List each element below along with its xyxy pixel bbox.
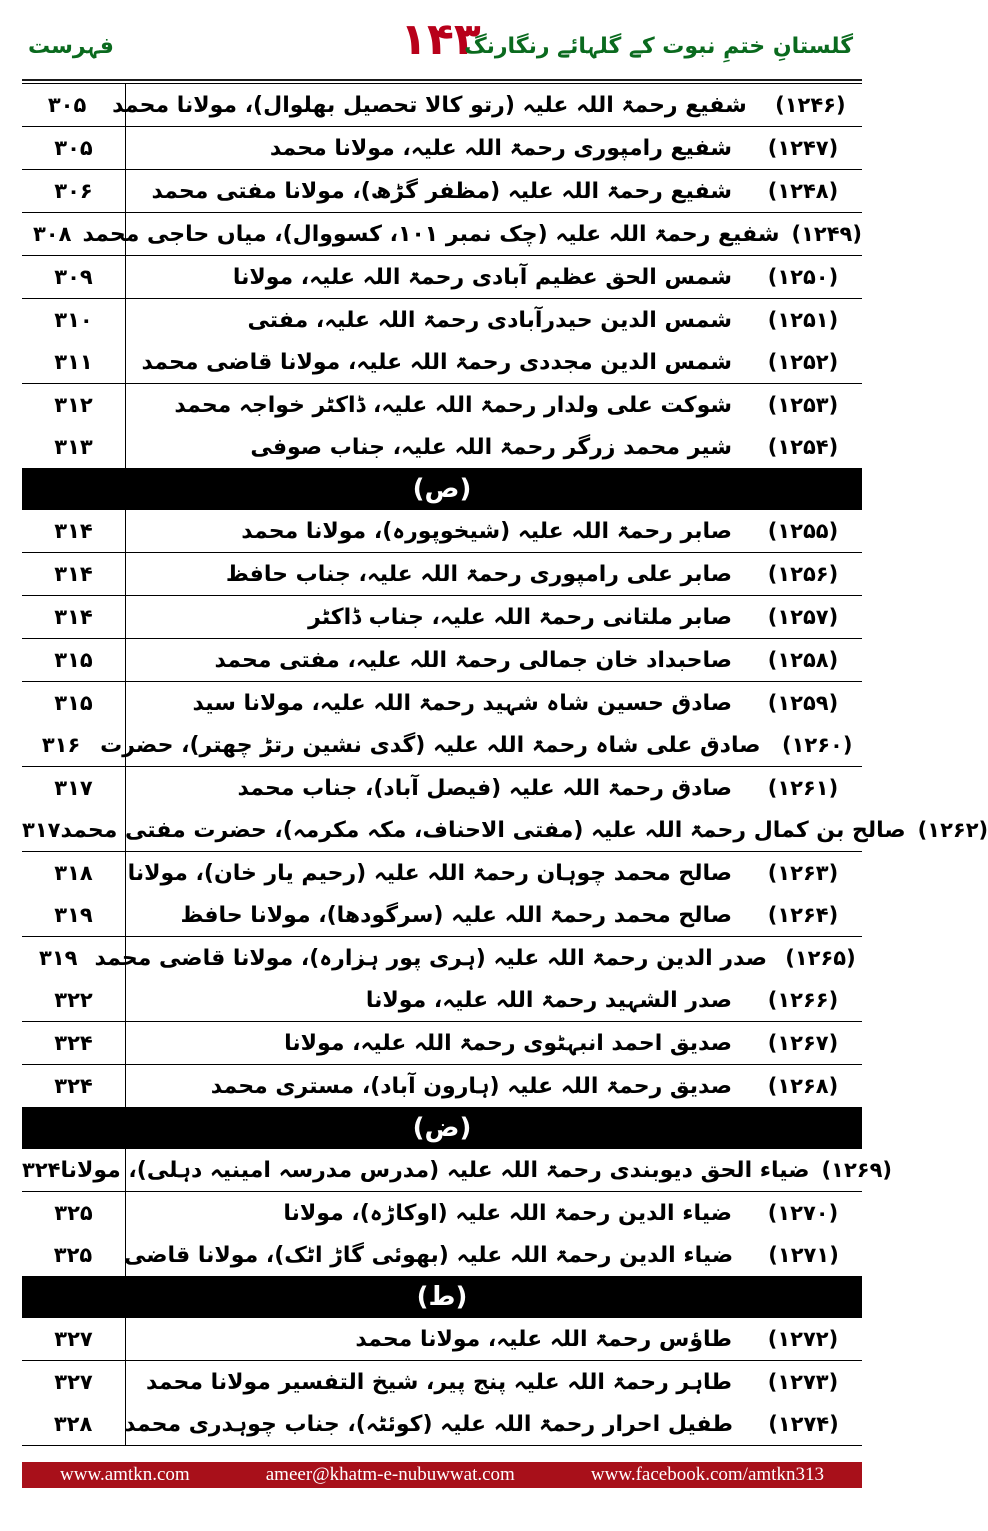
- entry-group: [22, 83, 862, 127]
- entry-serial-number: (۱۲۵۸): [767, 648, 839, 672]
- entry-serial-number: (۱۲۶۴): [767, 903, 839, 927]
- entry-name: ضیاء الدین رحمۃ اللہ علیہ (بھوئی گاڑ اٹک)، مولانا قاضی: [124, 1242, 734, 1268]
- table-row[interactable]: [22, 979, 862, 1021]
- entry-name: صدر الدین رحمۃ اللہ علیہ (ہری پور ہزارہ)، مولانا قاضی محمد: [94, 945, 767, 971]
- entry-name: ضیاء الدین رحمۃ اللہ علیہ (اوکاڑہ)، مولانا: [283, 1200, 732, 1226]
- entry-group: [22, 936, 862, 1022]
- footer-email-link[interactable]: ameer@khatm-e-nubuwwat.com: [265, 1464, 515, 1485]
- table-row[interactable]: [22, 84, 862, 126]
- entry-name: صادق حسین شاہ شہید رحمۃ اللہ علیہ، مولانا سید: [192, 690, 732, 716]
- entry-name: شمس الحق عظیم آبادی رحمۃ اللہ علیہ، مولانا: [232, 264, 732, 290]
- entry-name: شوکت علی ولدار رحمۃ اللہ علیہ، ڈاکٹر خواجہ محمد: [174, 392, 732, 418]
- entry-group: [22, 255, 862, 299]
- table-row[interactable]: [22, 299, 862, 341]
- letter-section-header: [22, 468, 862, 510]
- entry-page-number: ۳۲۸: [53, 1412, 93, 1436]
- entry-serial-number: (۱۲۴۹): [791, 222, 862, 246]
- table-row[interactable]: [22, 894, 862, 936]
- footer-facebook-link[interactable]: www.facebook.com/amtkn313: [590, 1464, 824, 1485]
- entry-name: صالح محمد رحمۃ اللہ علیہ (سرگودھا)، مولانا حافظ: [180, 902, 732, 928]
- table-row[interactable]: [22, 1403, 862, 1445]
- entry-serial-number: (۱۲۶۰): [782, 733, 853, 757]
- entry-page-number: ۳۱۴: [54, 519, 93, 543]
- entry-group: [22, 595, 862, 639]
- table-row[interactable]: [22, 809, 988, 851]
- entry-group: [22, 681, 862, 767]
- entry-page-number: ۳۱۷: [22, 818, 61, 842]
- entry-page-number: ۳۲۴: [54, 1074, 93, 1098]
- page-header: [0, 0, 881, 80]
- entry-serial-number: (۱۲۵۰): [767, 265, 839, 289]
- table-row[interactable]: [22, 553, 862, 595]
- entry-page-number: ۳۱۰: [54, 308, 93, 332]
- entry-name: صادق رحمۃ اللہ علیہ (فیصل آباد)، جناب محمد: [237, 775, 732, 801]
- table-row[interactable]: [22, 426, 862, 468]
- entry-name: طفیل احرار رحمۃ اللہ علیہ (کوئٹہ)، جناب چوہدری محمد: [124, 1411, 733, 1437]
- entry-name: صادق علی شاہ رحمۃ اللہ علیہ (گدی نشین رتڑ چھتر)، حضرت: [100, 732, 761, 758]
- entry-name: صالح بن کمال رحمۃ اللہ علیہ (مفتی الاحناف، مکہ مکرمہ)، حضرت مفتی محمد: [60, 817, 906, 843]
- entry-serial-number: (۱۲۵۵): [767, 519, 839, 543]
- entry-group: [22, 298, 862, 384]
- entry-group: [22, 126, 862, 170]
- entry-serial-number: (۱۲۶۷): [767, 1031, 839, 1055]
- entry-page-number: ۳۲۵: [54, 1201, 93, 1225]
- table-row[interactable]: [22, 256, 862, 298]
- entry-serial-number: (۱۲۴۷): [767, 136, 839, 160]
- letter-section-label: (ص): [412, 474, 472, 504]
- entry-serial-number: (۱۲۷۲): [767, 1327, 839, 1351]
- entry-name: صدیق احمد انبہٹوی رحمۃ اللہ علیہ، مولانا: [284, 1030, 732, 1056]
- entry-serial-number: (۱۲۶۱): [767, 776, 839, 800]
- entry-page-number: ۳۲۵: [53, 1243, 93, 1267]
- table-row[interactable]: [22, 170, 862, 212]
- entry-serial-number: (۱۲۴۸): [767, 179, 839, 203]
- entry-group: [22, 212, 862, 256]
- entry-name: شفیع رحمۃ اللہ علیہ (مظفر گڑھ)، مولانا مفتی محمد: [151, 178, 732, 204]
- table-row[interactable]: [22, 384, 862, 426]
- table-row[interactable]: [22, 510, 862, 552]
- letter-section-label: (ط): [416, 1282, 468, 1312]
- entry-group: [22, 552, 862, 596]
- table-row[interactable]: [22, 724, 862, 766]
- table-row[interactable]: [22, 1234, 862, 1276]
- letter-section-label: (ض): [412, 1113, 472, 1143]
- entry-serial-number: (۱۲۶۳): [767, 861, 839, 885]
- entry-serial-number: (۱۲۵۳): [767, 393, 839, 417]
- entry-serial-number: (۱۲۶۲): [917, 818, 988, 842]
- table-row[interactable]: [22, 639, 862, 681]
- entry-name: صابر رحمۃ اللہ علیہ (شیخوپورہ)، مولانا محمد: [241, 518, 732, 544]
- entry-name: صالح محمد چوہان رحمۃ اللہ علیہ (رحیم یار خان)، مولانا: [127, 860, 732, 886]
- entry-name: شفیع رحمۃ اللہ علیہ (رتو کالا تحصیل بھلوال)، مولانا محمد: [112, 92, 747, 118]
- table-row[interactable]: [22, 937, 862, 979]
- index-table: [22, 84, 988, 1446]
- letter-section-header: [22, 1276, 862, 1318]
- entry-page-number: ۳۱۵: [54, 648, 93, 672]
- entry-serial-number: (۱۲۵۱): [767, 308, 839, 332]
- entry-page-number: ۳۲۲: [54, 988, 93, 1012]
- entry-serial-number: (۱۲۵۶): [767, 562, 839, 586]
- book-title: گلستانِ ختمِ نبوت کے گلہائے رنگارنگ: [464, 34, 853, 59]
- header-index-label: فہرست: [28, 34, 114, 59]
- table-row[interactable]: [22, 1318, 862, 1360]
- entry-page-number: ۳۰۶: [54, 179, 93, 203]
- entry-group: [22, 1021, 862, 1065]
- entry-page-number: ۳۰۸: [32, 222, 72, 246]
- table-row[interactable]: [22, 213, 862, 255]
- page-number: ۱۴۳: [400, 14, 481, 65]
- entry-page-number: ۳۱۴: [54, 605, 93, 629]
- entry-serial-number: (۱۲۵۹): [767, 691, 839, 715]
- entry-serial-number: (۱۲۷۰): [767, 1201, 839, 1225]
- table-row[interactable]: [22, 127, 862, 169]
- entry-page-number: ۳۲۷: [54, 1370, 93, 1394]
- entry-serial-number: (۱۲۶۸): [767, 1074, 839, 1098]
- entry-group: [22, 638, 862, 682]
- table-row[interactable]: [22, 682, 862, 724]
- entry-group: [22, 766, 988, 852]
- entry-page-number: ۳۱۲: [54, 393, 93, 417]
- table-row[interactable]: [22, 852, 862, 894]
- entry-page-number: ۳۱۹: [54, 903, 93, 927]
- entry-name: طاہر رحمۃ اللہ علیہ پنج پیر، شیخ التفسیر مولانا محمد: [146, 1369, 732, 1395]
- entry-page-number: ۳۱۳: [54, 435, 93, 459]
- entry-page-number: ۳۲۷: [54, 1327, 93, 1351]
- entry-group: [22, 169, 862, 213]
- entry-serial-number: (۱۲۶۶): [767, 988, 839, 1012]
- table-row[interactable]: [22, 1065, 862, 1107]
- table-row[interactable]: [22, 1022, 862, 1064]
- table-row[interactable]: [22, 341, 862, 383]
- entry-serial-number: (۱۲۴۶): [775, 93, 846, 117]
- entry-page-number: ۳۰۵: [54, 136, 93, 160]
- entry-name: صدیق رحمۃ اللہ علیہ (ہارون آباد)، مستری محمد: [210, 1073, 732, 1099]
- entry-serial-number: (۱۲۵۲): [767, 350, 839, 374]
- footer-website-link[interactable]: www.amtkn.com: [60, 1464, 190, 1485]
- entry-page-number: ۳۱۹: [39, 946, 78, 970]
- entry-name: طاؤس رحمۃ اللہ علیہ، مولانا محمد: [355, 1326, 732, 1352]
- entry-name: صابر ملتانی رحمۃ اللہ علیہ، جناب ڈاکٹر: [308, 604, 732, 630]
- entry-serial-number: (۱۲۷۱): [768, 1243, 839, 1267]
- entry-group: [22, 1064, 862, 1108]
- entry-group: [22, 383, 862, 469]
- entry-serial-number: (۱۲۷۴): [768, 1412, 839, 1436]
- table-row[interactable]: [22, 1149, 893, 1191]
- entry-name: صابر علی رامپوری رحمۃ اللہ علیہ، جناب حافظ: [225, 561, 732, 587]
- letter-section-header: [22, 1107, 862, 1149]
- entry-serial-number: (۱۲۷۳): [767, 1370, 839, 1394]
- entry-group: [22, 851, 862, 937]
- table-row[interactable]: [22, 767, 862, 809]
- entry-group: [22, 1191, 862, 1277]
- entry-name: شفیع رحمۃ اللہ علیہ (چک نمبر ۱۰۱، کسووال)، میاں حاجی محمد: [82, 221, 780, 247]
- entry-name: ضیاء الحق دیوبندی رحمۃ اللہ علیہ (مدرس مدرسہ امینیہ دہلی)، مولانا: [60, 1157, 810, 1183]
- entry-page-number: ۳۱۶: [41, 733, 81, 757]
- entry-serial-number: (۱۲۶۵): [785, 946, 856, 970]
- entry-serial-number: (۱۲۵۴): [767, 435, 839, 459]
- entry-name: شیر محمد زرگر رحمۃ اللہ علیہ، جناب صوفی: [250, 434, 732, 460]
- entry-page-number: ۳۱۸: [54, 861, 93, 885]
- entry-page-number: ۳۱۷: [54, 776, 93, 800]
- entry-name: صدر الشہید رحمۃ اللہ علیہ، مولانا: [365, 987, 732, 1013]
- entry-name: صاحبداد خان جمالی رحمۃ اللہ علیہ، مفتی محمد: [214, 647, 732, 673]
- entry-group: [22, 1360, 862, 1446]
- entry-name: شمس الدین حیدرآبادی رحمۃ اللہ علیہ، مفتی: [247, 307, 732, 333]
- table-row[interactable]: [22, 1361, 862, 1403]
- entry-page-number: ۳۰۵: [47, 93, 87, 117]
- entry-group: [22, 509, 862, 553]
- entry-name: شمس الدین مجددی رحمۃ اللہ علیہ، مولانا قاضی محمد: [141, 349, 732, 375]
- entry-page-number: ۳۲۴: [54, 1031, 93, 1055]
- entry-page-number: ۳۱۵: [54, 691, 93, 715]
- entry-group: [22, 1148, 893, 1192]
- entry-page-number: ۳۰۹: [54, 265, 93, 289]
- table-row[interactable]: [22, 596, 862, 638]
- entry-page-number: ۳۱۱: [54, 350, 93, 374]
- entry-page-number: ۳۲۴: [22, 1158, 61, 1182]
- header-rule: [22, 79, 862, 81]
- entry-page-number: ۳۱۴: [54, 562, 93, 586]
- entry-serial-number: (۱۲۶۹): [821, 1158, 893, 1182]
- entry-name: شفیع رامپوری رحمۃ اللہ علیہ، مولانا محمد: [269, 135, 732, 161]
- entry-group: [22, 1317, 862, 1361]
- table-row[interactable]: [22, 1192, 862, 1234]
- page-footer: [22, 1462, 862, 1488]
- entry-serial-number: (۱۲۵۷): [767, 605, 839, 629]
